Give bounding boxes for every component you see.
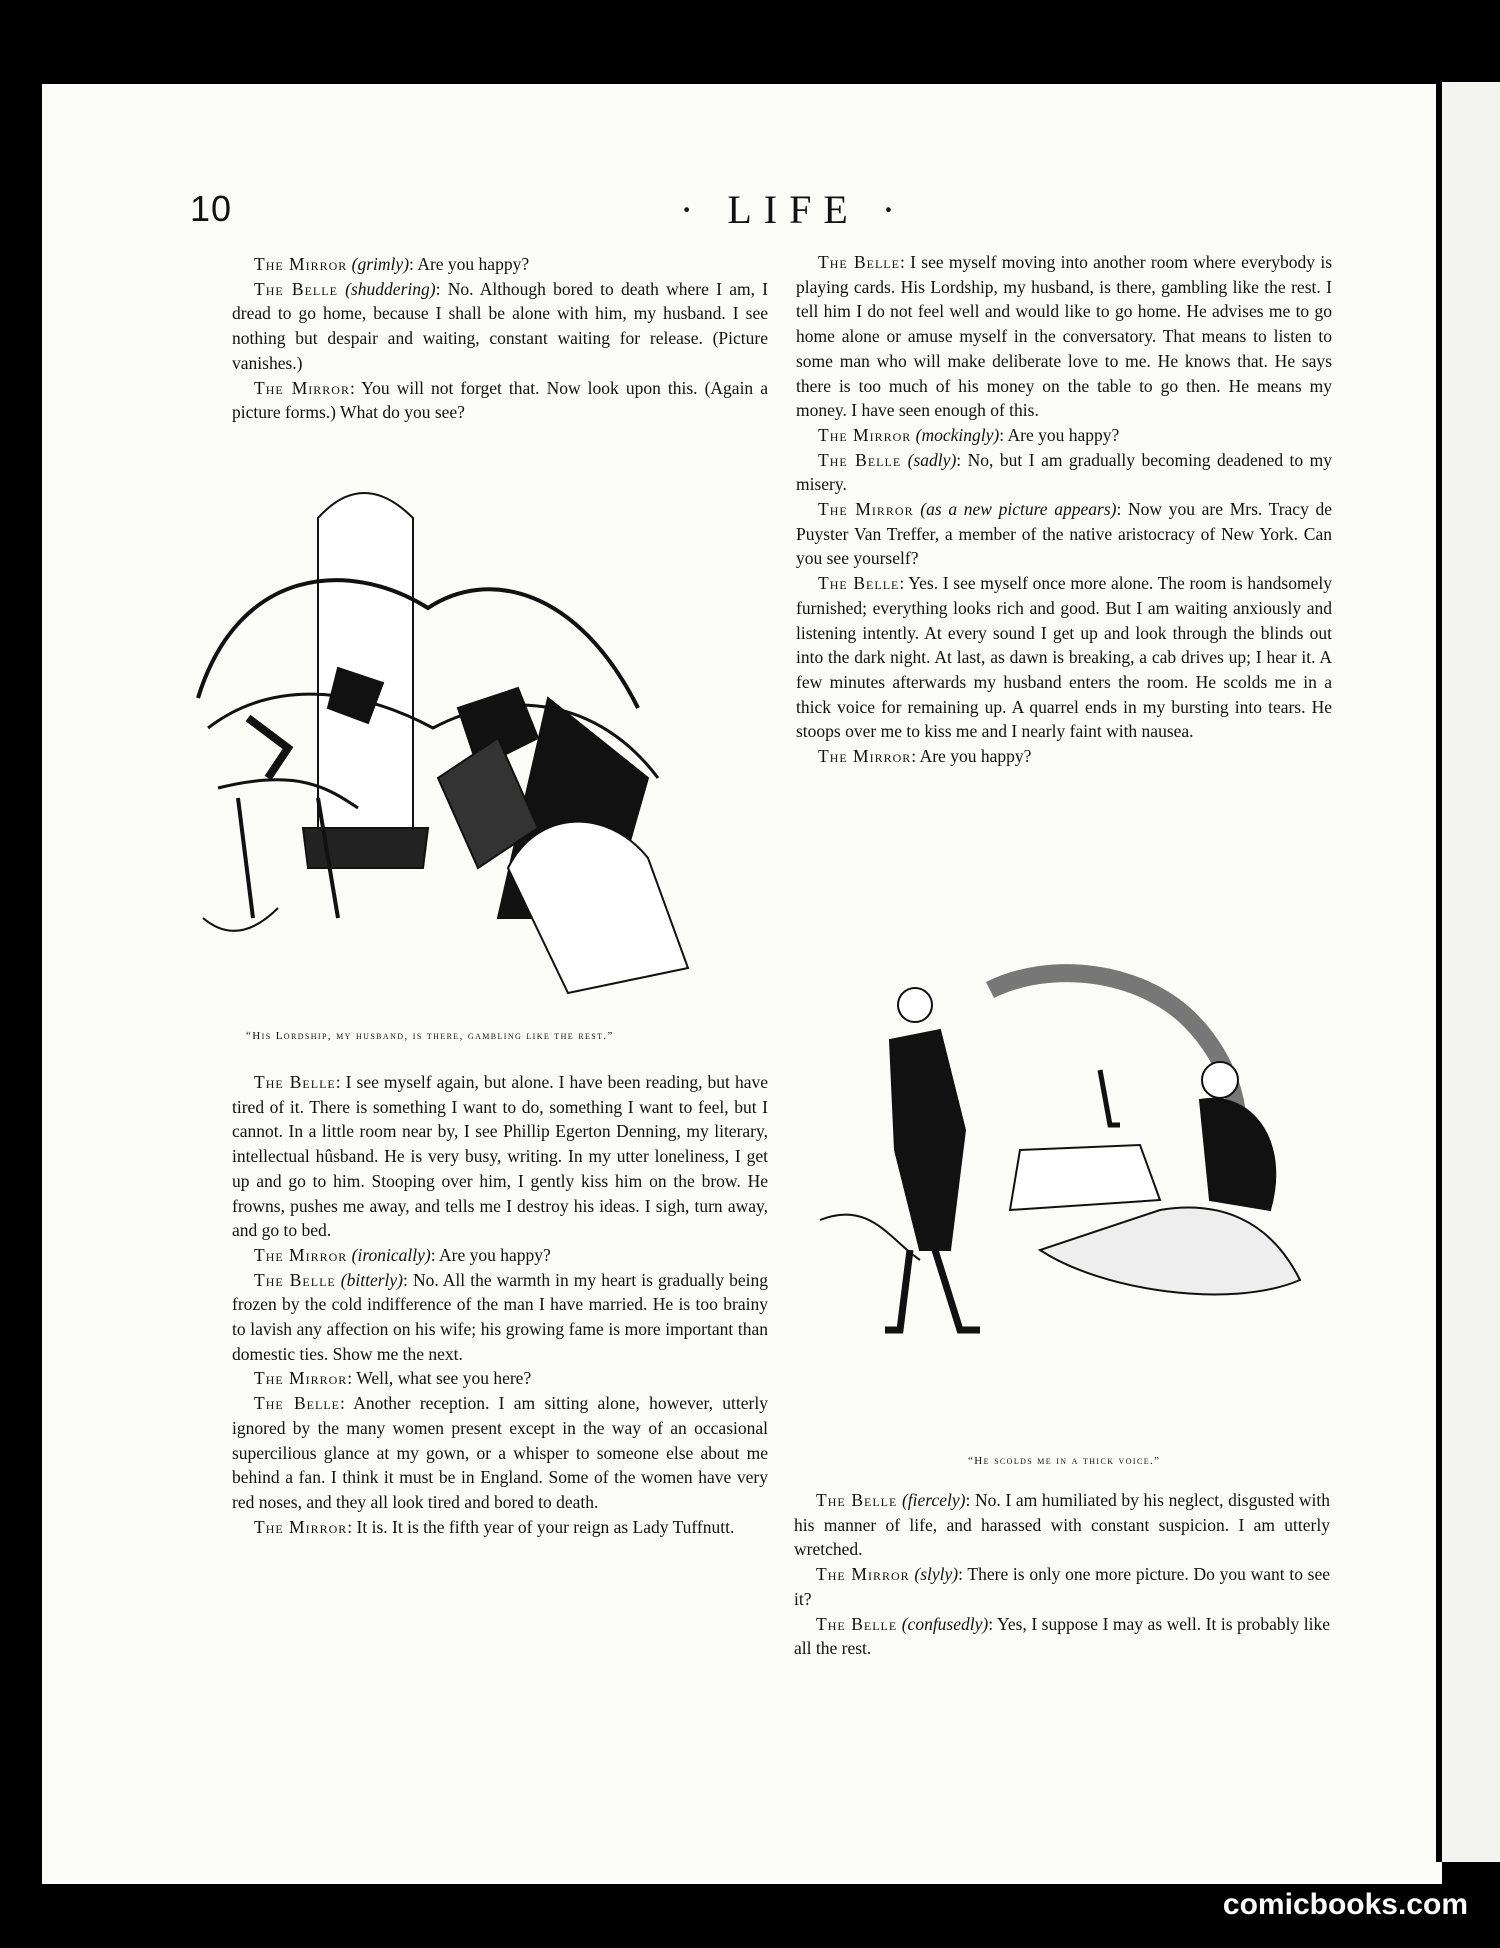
speaker-colon: : [899, 573, 905, 594]
stage-direction: (bitterly) [340, 1269, 403, 1290]
magazine-title: · LIFE · [680, 187, 908, 232]
speaker-name: The Mirror [254, 1516, 348, 1537]
dialogue-text: Yes, I suppose I may as well. It is probably like all the rest. [794, 1613, 1331, 1659]
illustration-caption-1: “His Lordship, my husband, is there, gambling like the rest.” [246, 1030, 614, 1042]
dialogue-paragraph [794, 1562, 1330, 1611]
dialogue-paragraph [796, 571, 1332, 744]
speaker-colon: : [899, 252, 905, 272]
speaker-name: The Belle [818, 252, 900, 272]
dialogue-paragraph [232, 1391, 768, 1515]
speaker-colon: : [965, 1490, 971, 1510]
dialogue-text: I see myself moving into another room where everybody is playing cards. His Lordship, my husband, is there, gambling like the rest. I tell him I do not feel well and would like to go home. He advises me to go home alone or amuse myself in the conversatory. That means to listen to some man who will make deliberate love to me. He knows that. He says there is too much of his money on the table to go then. He means my money. I have seen enough of this. [796, 252, 1333, 421]
dialogue-paragraph [232, 1515, 768, 1540]
dialogue-text: There is only one more picture. Do you want to see it? [794, 1564, 1331, 1609]
dialogue-paragraph [796, 423, 1332, 448]
dialogue-paragraph [232, 277, 768, 376]
stage-direction: (shuddering) [345, 278, 436, 299]
speaker-colon: : [347, 1516, 353, 1537]
dialogue-text: It is. It is the fifth year of your reign as Lady Tuffnutt. [356, 1516, 735, 1537]
dialogue-paragraph [232, 1243, 768, 1268]
dialogue-text: Another reception. I am sitting alone, however, utterly ignored by the many women present except in the way of an occasional supercilious glance at my gown, or a whisper to someone else about me behind a fan. I think it must be in England. Some of the women have very red noses, and they all look tired and bored to death. [232, 1393, 768, 1512]
dialogue-paragraph [796, 497, 1332, 571]
speaker-name: The Mirror [254, 1368, 348, 1389]
dialogue-text: Are you happy? [1007, 424, 1120, 445]
speaker-name: The Mirror [254, 254, 348, 274]
speaker-name: The Mirror [818, 746, 912, 767]
speaker-name: The Belle [254, 1072, 336, 1092]
speaker-name: The Belle [254, 278, 338, 299]
dialogue-text: No. Although bored to death where I am, I dread to go home, because I shall be alone with him, my husband. I see nothing but despair and waiting, constant waiting for release. (Picture vanishes.) [232, 278, 769, 373]
dialogue-text: No. All the warmth in my heart is gradually being frozen by the cold indifference of the man I have married. He is too brainy to lavish any affection on his wife; his growing fame is more important than domestic ties. Show me the next. [232, 1269, 769, 1364]
dialogue-text: No. I am humiliated by his neglect, disgusted with his manner of life, and harassed with constant suspicion. I am utterly wretched. [794, 1490, 1331, 1560]
dialogue-text: You will not forget that. Now look upon this. (Again a picture forms.) What do you see? [232, 377, 769, 423]
dialogue-text: Are you happy? [417, 254, 530, 274]
speaker-name: The Mirror [254, 1244, 348, 1265]
speaker-colon: : [403, 1269, 408, 1290]
speaker-name: The Belle [816, 1613, 898, 1634]
speaker-colon: : [958, 1564, 963, 1585]
stage-direction: (grimly) [351, 254, 410, 274]
adjacent-page-edge [1436, 82, 1500, 1862]
dialogue-paragraph [232, 1268, 768, 1367]
stage-direction: (confusedly) [901, 1613, 989, 1634]
dialogue-text: Are you happy? [439, 1244, 551, 1265]
column-left-bottom [232, 1070, 768, 1539]
illustration-caption-2: “He scolds me in a thick voice.” [968, 1455, 1161, 1467]
stage-direction: (mockingly) [915, 424, 1000, 445]
speaker-name: The Belle [818, 573, 900, 594]
dialogue-text: I see myself again, but alone. I have been reading, but have tired of it. There is something I want to do, something I want to feel, but I cannot. In a little room near by, I see Phillip Egerton Denning, my literary, intellectual hûsband. He is very busy, writing. In my utter loneliness, I get up and go to him. Stooping over him, I gently kiss him on the brow. He frowns, pushes me away, and tells me I destroy his ideas. I sigh, turn away, and go to bed. [232, 1072, 768, 1241]
speaker-name: The Mirror [254, 377, 350, 398]
speaker-colon: : [349, 377, 355, 398]
dialogue-text: Yes. I see myself once more alone. The room is handsomely furnished; everything looks rich and good. But I am waiting anxiously and listening intently. At every sound I get up and look through the blinds out into the dark night. At last, as dawn is breaking, a cab drives up; I hear it. A few minutes afterwards my husband enters the room. He scolds me in a thick voice for remaining up. A quarrel ends in my bursting into tears. He stoops over me to kiss me and I nearly faint with nausea. [796, 573, 1332, 742]
dialogue-text: Now you are Mrs. Tracy de Puyster Van Treffer, a member of the native aristocracy of New York. Can you see yourself? [796, 499, 1333, 569]
stage-direction: (slyly) [914, 1564, 959, 1585]
dialogue-text: Well, what see you here? [356, 1368, 532, 1389]
watermark-text: comicbooks.com [1222, 1888, 1468, 1921]
dialogue-paragraph [796, 250, 1332, 423]
speaker-colon: : [435, 278, 441, 299]
stage-direction: (fiercely) [901, 1490, 966, 1510]
speaker-name: The Mirror [818, 424, 912, 445]
speaker-colon: : [430, 1244, 436, 1265]
dialogue-paragraph [796, 744, 1332, 769]
speaker-colon: : [988, 1613, 994, 1634]
dialogue-paragraph [232, 1070, 768, 1243]
speaker-colon: : [1116, 499, 1122, 520]
gambling-illustration [178, 448, 738, 1018]
page-number: 10 [190, 188, 233, 229]
dialogue-paragraph [794, 1488, 1330, 1562]
quarrel-illustration [800, 950, 1330, 1430]
speaker-name: The Belle [818, 449, 902, 470]
dialogue-paragraph [232, 376, 768, 425]
dialogue-paragraph [794, 1612, 1330, 1661]
dialogue-text: No, but I am gradually becoming deadened to my misery. [796, 449, 1333, 495]
speaker-colon: : [409, 254, 414, 274]
speaker-colon: : [335, 1072, 341, 1092]
speaker-colon: : [347, 1368, 353, 1389]
speaker-name: The Mirror [818, 499, 914, 520]
column-right-bottom [794, 1488, 1330, 1661]
speaker-colon: : [956, 449, 962, 470]
speaker-colon: : [999, 424, 1005, 445]
speaker-name: The Belle [254, 1393, 340, 1414]
stage-direction: (ironically) [351, 1244, 431, 1265]
stage-direction: (as a new picture appears) [920, 499, 1117, 520]
speaker-colon: : [339, 1393, 345, 1414]
column-left-top [232, 252, 768, 425]
dialogue-paragraph [232, 1366, 768, 1391]
speaker-name: The Belle [816, 1490, 898, 1510]
dialogue-paragraph [232, 252, 768, 277]
dialogue-paragraph [796, 448, 1332, 497]
column-right-top [796, 250, 1332, 769]
dialogue-text: Are you happy? [919, 746, 1032, 767]
stage-direction: (sadly) [907, 449, 957, 470]
speaker-name: The Mirror [816, 1564, 910, 1585]
speaker-name: The Belle [254, 1269, 336, 1290]
speaker-colon: : [911, 746, 917, 767]
